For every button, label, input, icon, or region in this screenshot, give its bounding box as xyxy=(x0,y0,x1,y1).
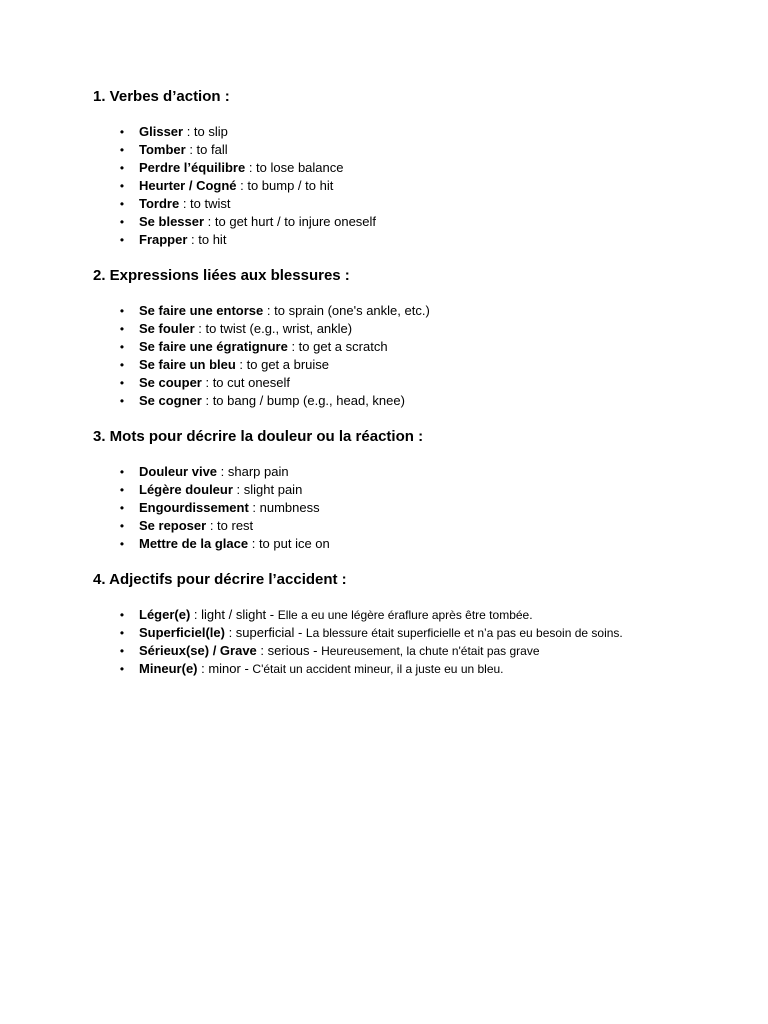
term: Léger(e) xyxy=(139,607,191,622)
term: Se faire une égratignure xyxy=(139,339,288,354)
definition: : light / slight - xyxy=(190,607,278,622)
section-heading: 3. Mots pour décrire la douleur ou la réaction : xyxy=(93,428,424,445)
list-item xyxy=(93,338,430,356)
example-sentence: Heureusement, la chute n'était pas grave xyxy=(321,644,540,658)
list-item xyxy=(93,231,376,249)
section-heading: 2. Expressions liées aux blessures : xyxy=(93,267,350,284)
bullet-icon: • xyxy=(119,483,125,497)
definition: : sharp pain xyxy=(217,464,289,479)
list-item xyxy=(93,481,330,499)
definition: : to rest xyxy=(206,518,254,533)
term: Engourdissement xyxy=(139,500,249,515)
section-injury-expressions xyxy=(93,266,733,408)
bullet-icon: • xyxy=(119,125,125,139)
list-item xyxy=(93,159,376,177)
vocabulary-list xyxy=(93,123,376,249)
example-sentence: C'était un accident mineur, il a juste eu un bleu. xyxy=(252,662,504,676)
bullet-icon: • xyxy=(119,519,125,533)
bullet-icon: • xyxy=(119,197,125,211)
definition: : to hit xyxy=(187,232,227,247)
term: Se cogner xyxy=(139,393,202,408)
definition: : minor - xyxy=(197,661,253,676)
term: Tordre xyxy=(139,196,180,211)
list-item xyxy=(93,535,330,553)
bullet-icon: • xyxy=(119,304,125,318)
example-sentence: Elle a eu une légère éraflure après être tombée. xyxy=(277,608,533,622)
list-item xyxy=(93,195,376,213)
bullet-icon: • xyxy=(119,501,125,515)
term: Heurter / Cogné xyxy=(139,178,237,193)
bullet-icon: • xyxy=(119,644,125,658)
section-accident-adjectives xyxy=(93,570,733,676)
term: Sérieux(se) / Grave xyxy=(139,643,257,658)
bullet-icon: • xyxy=(119,537,125,551)
list-item xyxy=(93,499,330,517)
term: Mineur(e) xyxy=(139,661,198,676)
list-item xyxy=(93,606,623,624)
example-sentence: La blessure était superficielle et n’a pas eu besoin de soins. xyxy=(305,626,623,640)
list-item xyxy=(93,463,330,481)
term: Se blesser xyxy=(139,214,205,229)
definition: : to fall xyxy=(185,142,228,157)
list-item xyxy=(93,374,430,392)
bullet-icon: • xyxy=(119,322,125,336)
definition: : slight pain xyxy=(232,482,303,497)
bullet-icon: • xyxy=(119,608,125,622)
term: Tomber xyxy=(139,142,186,157)
definition: : superficial - xyxy=(224,625,306,640)
bullet-icon: • xyxy=(119,143,125,157)
bullet-icon: • xyxy=(119,179,125,193)
bullet-icon: • xyxy=(119,340,125,354)
term: Se faire un bleu xyxy=(139,357,236,372)
vocabulary-list xyxy=(93,463,330,553)
term: Se faire une entorse xyxy=(139,303,264,318)
bullet-icon: • xyxy=(119,465,125,479)
term: Douleur vive xyxy=(139,464,218,479)
term: Se fouler xyxy=(139,321,195,336)
definition: : to sprain (one's ankle, etc.) xyxy=(263,303,430,318)
bullet-icon: • xyxy=(119,626,125,640)
list-item xyxy=(93,642,623,660)
list-item xyxy=(93,392,430,410)
section-pain-words xyxy=(93,427,733,551)
definition: : to get a scratch xyxy=(287,339,388,354)
definition: : to bump / to hit xyxy=(236,178,334,193)
term: Superficiel(le) xyxy=(139,625,225,640)
bullet-icon: • xyxy=(119,215,125,229)
section-action-verbs xyxy=(93,87,733,247)
definition: : to cut oneself xyxy=(201,375,291,390)
vocabulary-list xyxy=(93,302,430,410)
definition: : to lose balance xyxy=(245,160,344,175)
term: Légère douleur xyxy=(139,482,233,497)
definition: : to bang / bump (e.g., head, knee) xyxy=(201,393,405,408)
bullet-icon: • xyxy=(119,161,125,175)
list-item xyxy=(93,356,430,374)
term: Se couper xyxy=(139,375,202,390)
definition: : to slip xyxy=(183,124,228,139)
definition: : numbness xyxy=(248,500,320,515)
term: Perdre l’équilibre xyxy=(139,160,246,175)
definition: : to twist (e.g., wrist, ankle) xyxy=(194,321,353,336)
vocabulary-list xyxy=(93,606,623,678)
list-item xyxy=(93,213,376,231)
term: Glisser xyxy=(139,124,184,139)
list-item xyxy=(93,123,376,141)
definition: : to get hurt / to injure oneself xyxy=(204,214,377,229)
bullet-icon: • xyxy=(119,376,125,390)
list-item xyxy=(93,302,430,320)
list-item xyxy=(93,177,376,195)
section-heading: 4. Adjectifs pour décrire l’accident : xyxy=(93,571,347,588)
definition: : to put ice on xyxy=(248,536,330,551)
definition: : serious - xyxy=(256,643,322,658)
list-item xyxy=(93,624,623,642)
bullet-icon: • xyxy=(119,662,125,676)
bullet-icon: • xyxy=(119,394,125,408)
definition: : to get a bruise xyxy=(235,357,330,372)
list-item xyxy=(93,660,623,678)
section-heading: 1. Verbes d’action : xyxy=(93,88,230,105)
bullet-icon: • xyxy=(119,358,125,372)
list-item xyxy=(93,517,330,535)
term: Frapper xyxy=(139,232,188,247)
list-item xyxy=(93,141,376,159)
bullet-icon: • xyxy=(119,233,125,247)
term: Mettre de la glace xyxy=(139,536,249,551)
definition: : to twist xyxy=(179,196,231,211)
term: Se reposer xyxy=(139,518,207,533)
list-item xyxy=(93,320,430,338)
